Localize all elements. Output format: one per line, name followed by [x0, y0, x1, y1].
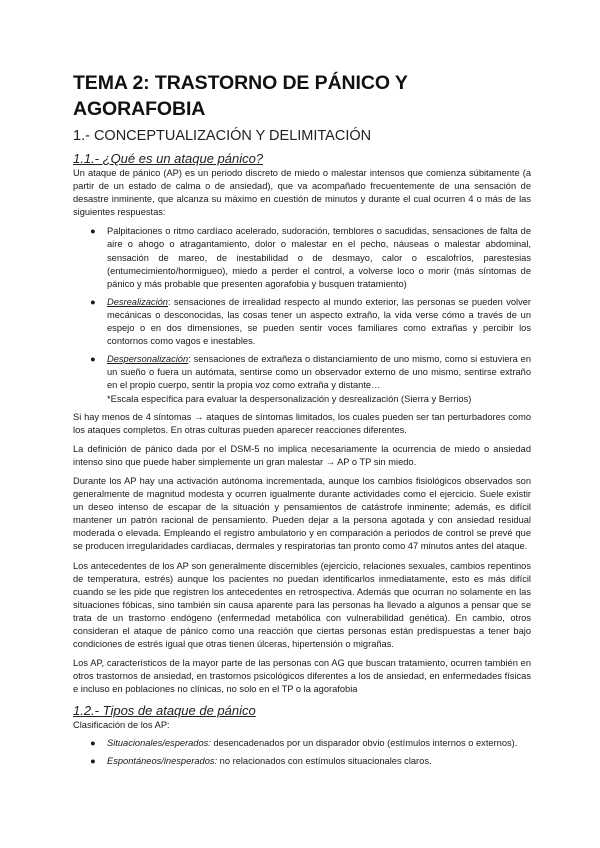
document-content [73, 70, 531, 773]
list-item-text: : sensaciones de extrañeza o distanciamiento de uno mismo, como si estuviera en un sueño o fuera un autómata, sentirse como un observador externo de uno mismo, sentirse extraño en el propio cuerpo, sentir la propia voz como extraña y distante… [107, 354, 531, 391]
list-item-text: desencadenados por un disparador obvio (estímulos internos o externos). [210, 737, 518, 748]
paragraph-dsm: La definición de pánico dada por el DSM-5 no implica necesariamente la ocurrencia de miedo o ansiedad intenso sino que puede haber simplemente un gran malestar → AP o TP sin miedo. [73, 443, 531, 467]
list-item-text: Palpitaciones o ritmo cardíaco acelerado, sudoración, temblores o sacudidas, sensaciones de falta de aire o ahogo o atragantamiento, dolor o malestar en el pecho, náuseas o malestar abdominal, sensación de mareo, de inestabilidad o de desmayo, calor o escalofríos, parestesias (entumecimiento/hormigueo), miedo a perder el control, a volverse loco o morir (más síntomas de pánico y más probable que presenten agorafobia y busquen tratamiento) [107, 226, 531, 289]
paragraph-sintomas: Si hay menos de 4 síntomas → ataques de síntomas limitados, los cuales pueden ser tan perturbadores como los ataques completos. En otras culturas pueden aparecer reacciones diferentes. [73, 411, 531, 435]
list-item [90, 296, 531, 348]
list-item-text: no relacionados con estímulos situacionales claros. [217, 755, 432, 766]
list-item [90, 737, 531, 750]
subsection-heading-1-1: 1.1.- ¿Qué es un ataque pánico? [73, 151, 264, 166]
subsection-heading-1-2: 1.2.- Tipos de ataque de pánico [73, 703, 256, 719]
bullet-icon: ● [90, 737, 96, 748]
paragraph-durante: Durante los AP hay una activación autónoma incrementada, aunque los cambios fisiológicos observados son generalmente de magnitud modesta y ocurren igualmente durante actividades como el ejercicio. Suele existir un deseo intenso de escapar de la situación y pensamientos de catástrofe inminente; además, es difícil mantener un patrón racional de pensamiento. Pueden dejar a la persona agotada y con ansiedad residual moderada o elevada. Empleando el registro ambulatorio y en comparación a periodos de control se prevé que se producen irregularidades cardíacas, dermales y respiratorias tan pronto como 47 minutos antes del ataque. [73, 475, 531, 552]
list-item-text: : sensaciones de irrealidad respecto al mundo exterior, las personas se pueden volver mecánicas o desconocidas, las cosas tener un aspecto extraño, la vida verse cómo a través de un espejo o en dos dimensiones, se pueden sentir voces familiares como extrañas y percibir los contornos como vagos e inestables. [107, 296, 531, 347]
list-item-term: Desrealización [107, 296, 168, 307]
section-heading-1: 1.- CONCEPTUALIZACIÓN Y DELIMITACIÓN [73, 128, 372, 144]
paragraph-intro: Un ataque de pánico (AP) es un periodo discreto de miedo o malestar intensos que comienza súbitamente (a partir de un estado de calma o de ansiedad), que va acompañado frecuentemente de una sensación de desastre inminente, que alcanza su máximo en cuestión de minutos y durante el cual ocurren 4 o más de las siguientes respuestas: [73, 168, 531, 218]
list-item [90, 225, 531, 290]
bullet-icon: ● [90, 755, 96, 766]
bullet-icon: ● [90, 296, 96, 307]
attack-type-list [73, 737, 531, 768]
paragraph-ap: Los AP, característicos de la mayor parte de las personas con AG que buscan tratamiento, ocurren también en otros trastornos de ansiedad, en trastornos psicológicos diferentes a los de ansiedad, en enfermedades físicas e incluso en poblaciones no clínicas, no solo en el TP o la agorafobia [73, 658, 531, 695]
list-item-term: Situacionales/esperados: [107, 737, 211, 748]
page-title: TEMA 2: TRASTORNO DE PÁNICO Y AGORAFOBIA [73, 72, 408, 120]
bullet-icon: ● [90, 226, 96, 237]
paragraph-antecedentes: Los antecedentes de los AP son generalmente discernibles (ejercicio, relaciones sexuales, cambios repentinos de temperatura, estrés) aunque los pacientes no puedan identificarlos inmediatamente, esto es más difícil cuando se les pide que registren los antecedentes en retrospectiva. Además que ocurran no solamente en las situaciones fóbicas, sino también sin causa aparente para las personas ha llevado a algunos a pensar que se trata de un trastorno endógeno (enfermedad metabólica con vulnerabilidad genética). En cambio, otros consideran el ataque de pánico como una reacción que ciertas personas están predispuestas a tener bajo condiciones de estrés igual que otras tienen úlceras, hipertensión o migrañas. [73, 560, 531, 650]
bullet-icon: ● [90, 354, 96, 365]
list-item-term: Espontáneos/inesperados: [107, 755, 218, 766]
list-item-term: Despersonalización [107, 354, 189, 365]
list-item-note: *Escala específica para evaluar la despersonalización y desrealización (Sierra y Berrios) [107, 393, 472, 404]
list-item [90, 353, 531, 405]
list-item [90, 755, 531, 768]
symptom-list [73, 225, 531, 405]
paragraph-clasificacion: Clasificación de los AP: [73, 720, 170, 731]
